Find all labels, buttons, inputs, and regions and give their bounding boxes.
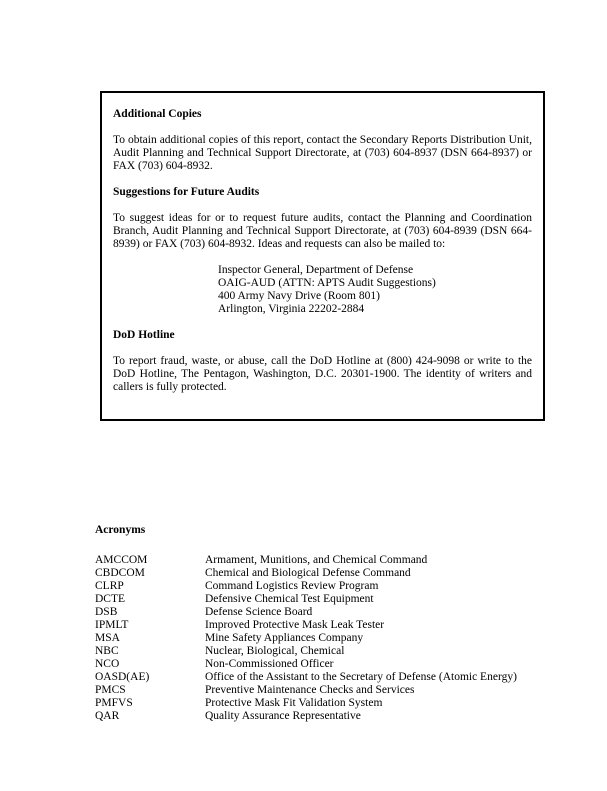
- acronym-definition: Mine Safety Appliances Company: [205, 632, 364, 644]
- acronym-definition: Armament, Munitions, and Chemical Command: [205, 554, 428, 566]
- acronym-abbr: MSA: [95, 632, 120, 644]
- address-line: Inspector General, Department of Defense: [218, 264, 414, 276]
- acronym-row: [95, 632, 555, 645]
- acronym-abbr: IPMLT: [95, 619, 129, 631]
- acronym-row: [95, 658, 555, 671]
- acronym-row: [95, 619, 555, 632]
- acronyms-section: [95, 524, 555, 723]
- future-audits-paragraph: To suggest ideas for or to request future audits, contact the Planning and Coordination Branch, Audit Planning and Technical Support Directorate, at (703) 604-8939 (DSN 664-8939) or FAX (703) 604-8932. Ideas and requests can also be mailed to:: [113, 212, 532, 250]
- acronym-row: [95, 580, 555, 593]
- acronym-definition: Non-Commissioned Officer: [205, 658, 334, 670]
- acronym-abbr: QAR: [95, 710, 120, 722]
- address-line: 400 Army Navy Drive (Room 801): [218, 290, 380, 302]
- acronym-definition: Nuclear, Biological, Chemical: [205, 645, 345, 657]
- acronym-abbr: CBDCOM: [95, 567, 145, 579]
- acronym-row: [95, 710, 555, 723]
- acronym-row: [95, 606, 555, 619]
- acronym-abbr: PMFVS: [95, 697, 133, 709]
- acronym-row: [95, 684, 555, 697]
- acronym-abbr: DCTE: [95, 593, 126, 605]
- acronym-row: [95, 593, 555, 606]
- notice-box: [100, 91, 545, 421]
- acronym-abbr: OASD(AE): [95, 671, 150, 683]
- acronym-abbr: NCO: [95, 658, 120, 670]
- acronym-row: [95, 554, 555, 567]
- acronym-definition: Improved Protective Mask Leak Tester: [205, 619, 385, 631]
- future-audits-heading: Suggestions for Future Audits: [113, 186, 260, 198]
- acronym-abbr: PMCS: [95, 684, 126, 696]
- dod-hotline-paragraph: To report fraud, waste, or abuse, call the DoD Hotline at (800) 424-9098 or write to the DoD Hotline, The Pentagon, Washington, D.C. 20301-1900. The identity of writers and callers is fully protected.: [113, 355, 532, 393]
- mailing-address-block: [218, 264, 532, 316]
- acronym-definition: Defense Science Board: [205, 606, 313, 618]
- acronym-abbr: CLRP: [95, 580, 124, 592]
- acronym-abbr: AMCCOM: [95, 554, 148, 566]
- address-line: Arlington, Virginia 22202-2884: [218, 303, 365, 315]
- acronym-definition: Office of the Assistant to the Secretary of Defense (Atomic Energy): [205, 671, 517, 683]
- acronym-definition: Quality Assurance Representative: [205, 710, 361, 722]
- acronym-definition: Preventive Maintenance Checks and Services: [205, 684, 415, 696]
- address-line: OAIG-AUD (ATTN: APTS Audit Suggestions): [218, 277, 436, 289]
- dod-hotline-heading: DoD Hotline: [113, 329, 175, 341]
- acronym-abbr: NBC: [95, 645, 119, 657]
- additional-copies-paragraph: To obtain additional copies of this report, contact the Secondary Reports Distribution Unit, Audit Planning and Technical Support Directorate, at (703) 604-8937 (DSN 664-8937) or FAX (703) 604-8932.: [113, 134, 532, 172]
- acronym-definition: Defensive Chemical Test Equipment: [205, 593, 374, 605]
- acronym-row: [95, 567, 555, 580]
- acronym-row: [95, 697, 555, 710]
- acronym-row: [95, 671, 555, 684]
- acronyms-heading: Acronyms: [95, 524, 146, 536]
- acronym-definition: Protective Mask Fit Validation System: [205, 697, 383, 709]
- acronym-row: [95, 645, 555, 658]
- acronym-definition: Command Logistics Review Program: [205, 580, 379, 592]
- acronym-definition: Chemical and Biological Defense Command: [205, 567, 411, 579]
- acronym-abbr: DSB: [95, 606, 118, 618]
- additional-copies-heading: Additional Copies: [113, 108, 202, 120]
